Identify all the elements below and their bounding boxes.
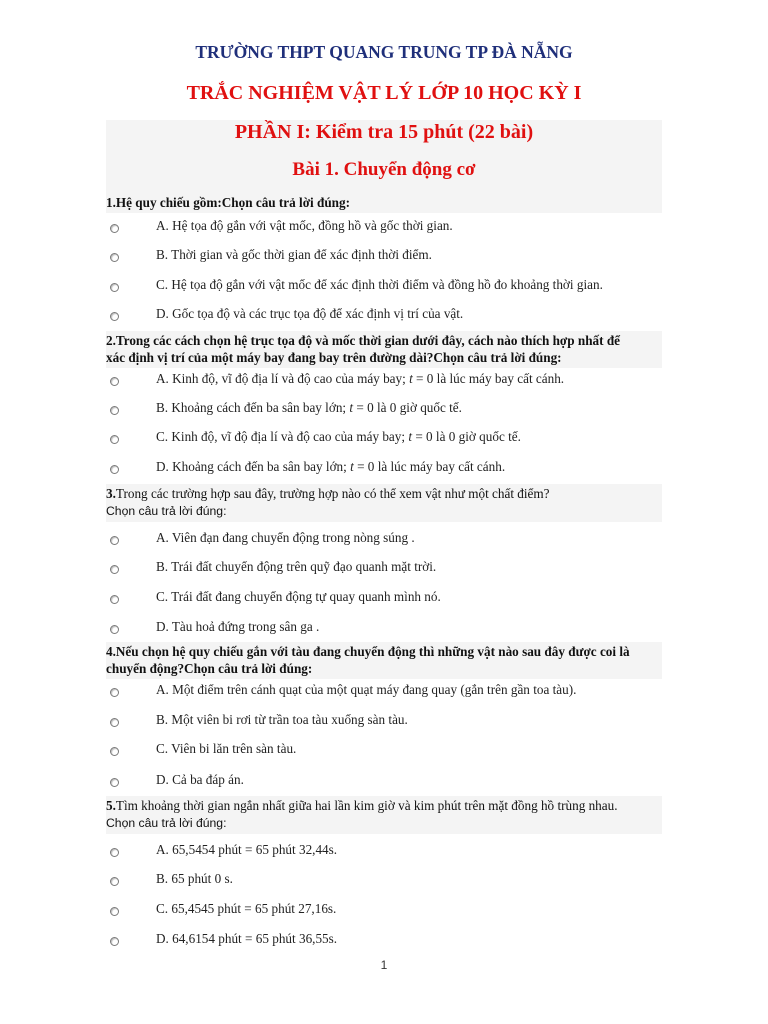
option-label: B. Một viên bi rơi từ trần toa tàu xuống sàn tàu.	[156, 712, 408, 727]
question-instruction: Chọn câu trả lời đúng:	[106, 504, 227, 518]
radio-button-icon[interactable]	[110, 465, 119, 474]
question-text-continued: xác định vị trí của một máy bay đang bay trên đường dài?Chọn câu trả lời đúng:	[106, 350, 562, 365]
radio-button-icon[interactable]	[110, 848, 119, 857]
option-5a[interactable]	[106, 841, 662, 863]
option-label: B. Thời gian và gốc thời gian để xác định thời điểm.	[156, 247, 432, 262]
radio-button-icon[interactable]	[110, 406, 119, 415]
radio-button-icon[interactable]	[110, 224, 119, 233]
question-text: Trong các trường hợp sau đây, trường hợp nào có thể xem vật như một chất điểm?	[115, 486, 550, 501]
option-3c[interactable]	[106, 588, 662, 610]
option-3a[interactable]	[106, 529, 662, 551]
option-label: C. 65,4545 phút = 65 phút 27,16s.	[156, 901, 337, 916]
radio-button-icon[interactable]	[110, 312, 119, 321]
option-label: A. Viên đạn đang chuyển động trong nòng súng .	[156, 530, 415, 545]
radio-button-icon[interactable]	[110, 435, 119, 444]
radio-button-icon[interactable]	[110, 283, 119, 292]
radio-button-icon[interactable]	[110, 253, 119, 262]
option-1c[interactable]	[106, 276, 662, 298]
part-heading: PHẦN I: Kiểm tra 15 phút (22 bài)	[234, 121, 534, 143]
question-text: 1.Hệ quy chiếu gồm:Chọn câu trả lời đúng:	[106, 195, 350, 210]
question-5	[106, 796, 662, 834]
option-5d[interactable]	[106, 930, 662, 952]
radio-button-icon[interactable]	[110, 565, 119, 574]
radio-button-icon[interactable]	[110, 377, 119, 386]
radio-button-icon[interactable]	[110, 907, 119, 916]
option-label: B. Khoảng cách đến ba sân bay lớn; t = 0 là 0 giờ quốc tế.	[156, 400, 462, 415]
option-4c[interactable]	[106, 740, 662, 762]
option-label: D. Gốc tọa độ và các trục tọa độ để xác định vị trí của vật.	[156, 306, 464, 321]
option-4b[interactable]	[106, 711, 662, 733]
option-label: A. 65,5454 phút = 65 phút 32,44s.	[156, 842, 338, 857]
option-4a[interactable]	[106, 681, 662, 703]
option-label: B. 65 phút 0 s.	[156, 871, 233, 886]
option-2b[interactable]	[106, 399, 662, 421]
option-4d[interactable]	[106, 771, 662, 793]
option-label: A. Một điểm trên cánh quạt của một quạt máy đang quay (gắn trên gần toa tàu).	[156, 682, 577, 697]
option-1d[interactable]	[106, 305, 662, 327]
option-2d[interactable]	[106, 458, 662, 480]
option-label: C. Trái đất đang chuyển động tự quay quanh mình nó.	[156, 589, 441, 604]
option-label: B. Trái đất chuyển động trên quỹ đạo quanh mặt trời.	[156, 559, 437, 574]
option-5b[interactable]	[106, 870, 662, 892]
option-3b[interactable]	[106, 558, 662, 580]
option-label: C. Hệ tọa độ gắn với vật mốc để xác định thời điểm và đồng hồ đo khoảng thời gian.	[156, 277, 603, 292]
school-name: TRƯỜNG THPT QUANG TRUNG TP ĐÀ NẴNG	[195, 42, 573, 62]
radio-button-icon[interactable]	[110, 778, 119, 787]
question-text: 4.Nếu chọn hệ quy chiếu gắn với tàu đang chuyển động thì những vật nào sau đây được coi là	[106, 644, 630, 659]
option-1a[interactable]	[106, 217, 662, 239]
radio-button-icon[interactable]	[110, 595, 119, 604]
option-label: D. Tàu hoả đứng trong sân ga .	[156, 619, 320, 634]
lesson-heading: Bài 1. Chuyển động cơ	[292, 159, 476, 180]
radio-button-icon[interactable]	[110, 718, 119, 727]
option-label: C. Viên bi lăn trên sàn tàu.	[156, 741, 297, 756]
page-number: 1	[380, 958, 388, 972]
radio-button-icon[interactable]	[110, 688, 119, 697]
option-3d[interactable]	[106, 618, 662, 640]
option-label: D. Khoảng cách đến ba sân bay lớn; t = 0 là lúc máy bay cất cánh.	[156, 459, 506, 474]
question-text: Tìm khoảng thời gian ngắn nhất giữa hai lần kim giờ và kim phút trên mặt đồng hồ trùng nhau.	[115, 798, 618, 813]
question-4	[106, 642, 662, 679]
option-label: D. 64,6154 phút = 65 phút 36,55s.	[156, 931, 338, 946]
radio-button-icon[interactable]	[110, 877, 119, 886]
question-text: 2.Trong các cách chọn hệ trục tọa độ và mốc thời gian dưới đây, cách nào thích hợp nhất để	[106, 333, 621, 348]
radio-button-icon[interactable]	[110, 747, 119, 756]
document-title: TRẮC NGHIỆM VẬT LÝ LỚP 10 HỌC KỲ I	[186, 82, 582, 104]
radio-button-icon[interactable]	[110, 937, 119, 946]
question-3	[106, 484, 662, 522]
question-instruction: Chọn câu trả lời đúng:	[106, 816, 227, 830]
question-number: 3.	[106, 486, 116, 501]
radio-button-icon[interactable]	[110, 536, 119, 545]
option-2a[interactable]	[106, 370, 662, 392]
option-5c[interactable]	[106, 900, 662, 922]
question-2	[106, 331, 662, 368]
option-2c[interactable]	[106, 428, 662, 450]
option-label: A. Kinh độ, vĩ độ địa lí và độ cao của máy bay; t = 0 là lúc máy bay cất cánh.	[156, 371, 565, 386]
radio-button-icon[interactable]	[110, 625, 119, 634]
question-1	[106, 193, 662, 213]
question-number: 5.	[106, 798, 116, 813]
option-1b[interactable]	[106, 246, 662, 268]
question-text-continued: chuyển động?Chọn câu trả lời đúng:	[106, 661, 313, 676]
option-label: C. Kinh độ, vĩ độ địa lí và độ cao của máy bay; t = 0 là 0 giờ quốc tế.	[156, 429, 521, 444]
option-label: A. Hệ tọa độ gắn với vật mốc, đồng hồ và gốc thời gian.	[156, 218, 453, 233]
option-label: D. Cả ba đáp án.	[156, 772, 244, 787]
